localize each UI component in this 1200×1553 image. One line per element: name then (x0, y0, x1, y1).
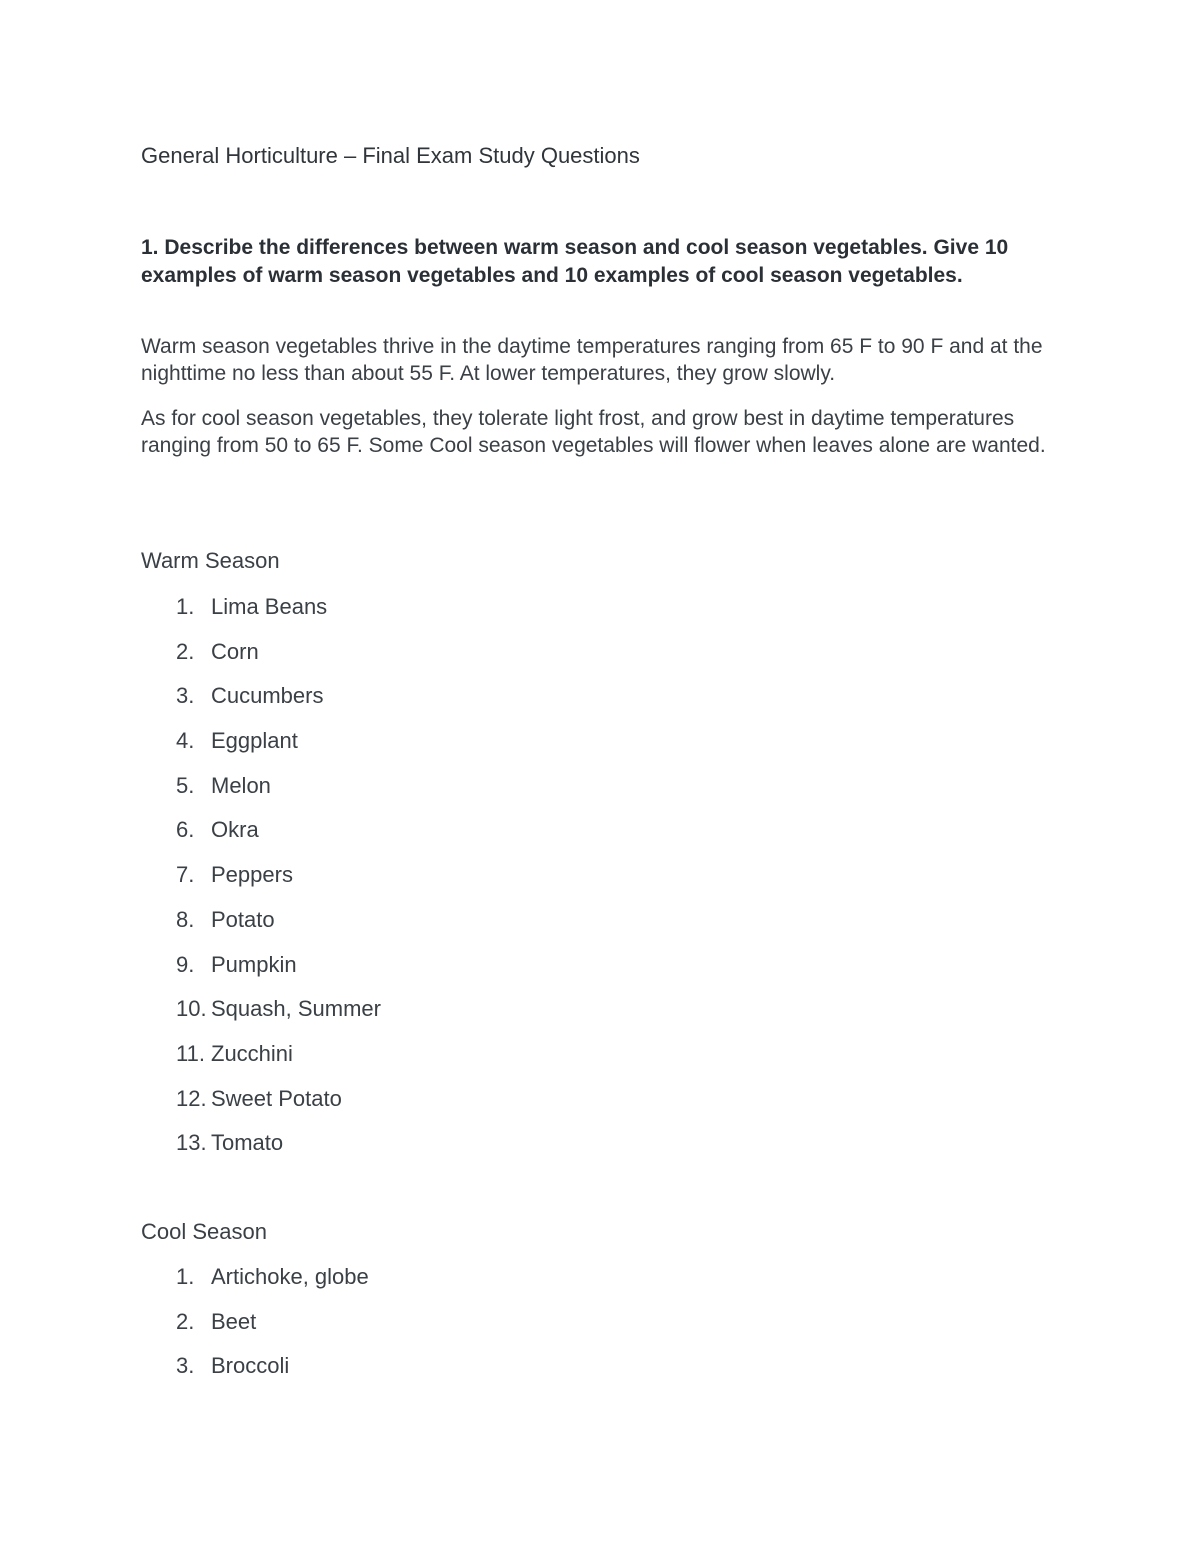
list-item-number: 6. (176, 817, 195, 843)
list-item-number: 10. (176, 996, 207, 1022)
list-item-number: 1. (176, 1264, 195, 1289)
list-item-number: 2. (176, 1308, 195, 1334)
document-title: General Horticulture – Final Exam Study Questions (141, 143, 640, 168)
answer-paragraph-cool: As for cool season vegetables, they tolerate light frost, and grow best in daytime temperatures ranging from 50 to 65 F. Some Cool season vegetables will flower when leaves alone are wanted. (141, 407, 1046, 457)
list-item-number: 1. (176, 594, 195, 619)
list-item-label: Broccoli (211, 1353, 290, 1379)
list-item (0, 1352, 1200, 1397)
list-item-number: 7. (176, 862, 195, 888)
list-item-label: Cucumbers (211, 683, 324, 709)
list-item-number: 9. (176, 951, 195, 977)
list-item-number: 11. (176, 1040, 205, 1066)
list-item-label: Beet (211, 1308, 257, 1334)
list-item (0, 1263, 1200, 1308)
list-item (0, 816, 1200, 861)
list-item-number: 8. (176, 906, 195, 932)
list-item-number: 12. (176, 1085, 207, 1111)
list-item (0, 638, 1200, 683)
list-item-number: 5. (176, 772, 195, 798)
list-item-number: 3. (176, 1353, 195, 1379)
list-item (0, 772, 1200, 817)
answer-paragraph-warm: Warm season vegetables thrive in the daytime temperatures ranging from 65 F to 90 F and at the nighttime no less than about 55 F. At lower temperatures, they grow slowly. (141, 335, 1043, 385)
question-1: 1. Describe the differences between warm season and cool season vegetables. Give 10 examples of warm season vegetables and 10 examples of cool season vegetables. (141, 236, 1009, 287)
list-item (0, 1308, 1200, 1353)
list-item-label: Eggplant (211, 728, 298, 754)
list-item-label: Zucchini (211, 1040, 293, 1066)
list-item-label: Tomato (211, 1130, 284, 1156)
list-item-number: 13. (176, 1130, 207, 1156)
list-item (0, 727, 1200, 772)
list-item (0, 682, 1200, 727)
list-item (0, 1040, 1200, 1085)
list-item (0, 906, 1200, 951)
warm-season-heading: Warm Season (141, 548, 280, 573)
list-item-label: Squash, Summer (211, 996, 381, 1022)
list-item-label: Peppers (211, 862, 293, 888)
list-item (0, 593, 1200, 638)
list-item-label: Artichoke, globe (211, 1264, 369, 1289)
warm-season-list (0, 593, 1200, 1174)
list-item (0, 995, 1200, 1040)
list-item-number: 4. (176, 728, 195, 754)
list-item (0, 1129, 1200, 1174)
list-item-label: Potato (211, 906, 275, 932)
cool-season-list (0, 1263, 1200, 1397)
list-item-label: Okra (211, 817, 259, 843)
list-item-label: Pumpkin (211, 951, 297, 977)
list-item (0, 951, 1200, 996)
list-item-number: 2. (176, 638, 195, 664)
list-item-label: Corn (211, 638, 259, 664)
list-item-label: Melon (211, 772, 271, 798)
list-item-label: Lima Beans (211, 594, 328, 619)
cool-season-heading: Cool Season (141, 1219, 267, 1244)
list-item-label: Sweet Potato (211, 1085, 342, 1111)
list-item-number: 3. (176, 683, 195, 709)
list-item (0, 1085, 1200, 1130)
list-item (0, 861, 1200, 906)
